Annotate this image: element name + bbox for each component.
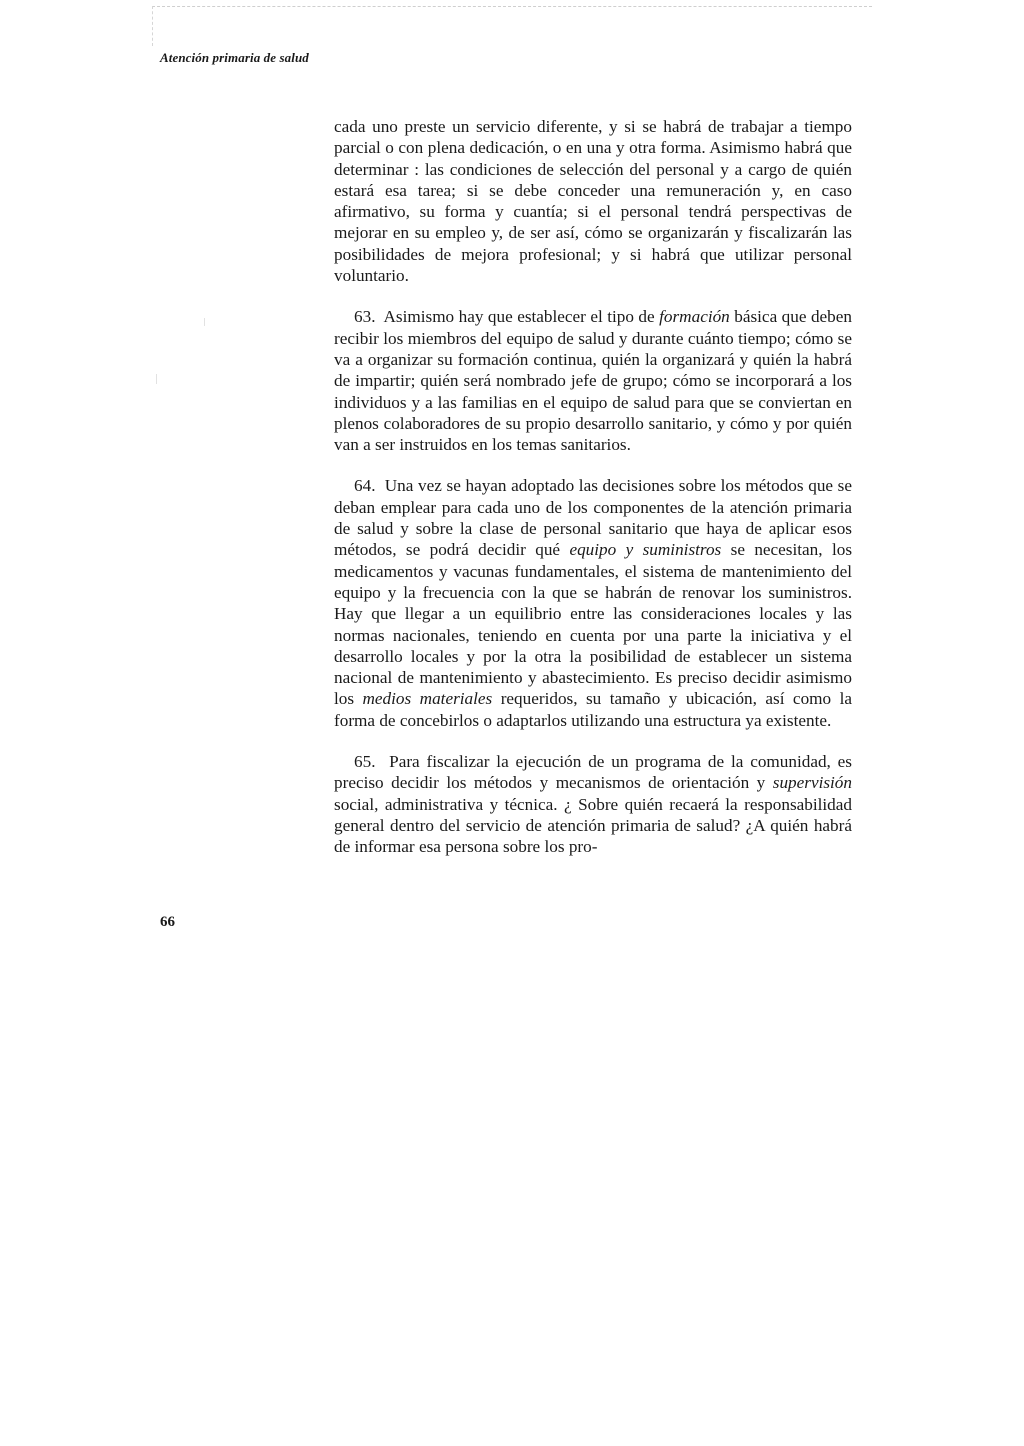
paragraph-text: se necesitan, los medicamentos y vacunas fundamentales, el sistema de mantenimiento del equipo y la frecuencia con la que se habrán de renovar los suministros. Hay que llegar a un equilibrio entre las consideraciones locales y las normas nacionales, teniendo en cuenta por una parte la iniciativa y el desarrollo locales y por la otra la posibilidad de establecer un sistema nacional de mantenimiento y abastecimiento. Es preciso decidir asimismo los bbox=[334, 540, 853, 709]
body-text bbox=[334, 116, 852, 878]
paragraph-text: Asimismo hay que establecer el tipo de bbox=[383, 307, 660, 327]
italic-term: supervisión bbox=[772, 773, 852, 793]
page-number: 66 bbox=[160, 914, 175, 930]
paragraph-number: 65. bbox=[354, 752, 376, 772]
paragraph-text: Una vez se hayan adoptado las decisiones sobre los métodos que se deban emplear para cada uno de los componentes de la atención primaria de salud y sobre la clase de personal sanitario que haya de aplicar esos métodos, se podrá decidir qué bbox=[334, 476, 852, 560]
scan-edge-top bbox=[152, 6, 872, 7]
paragraph-64 bbox=[334, 475, 852, 731]
paragraph-continued bbox=[334, 116, 852, 286]
scan-speck bbox=[156, 374, 157, 384]
scan-speck bbox=[204, 318, 205, 326]
paragraph-text: cada uno preste un servicio diferente, y si se habrá de trabajar a tiempo parcial o con plena dedicación, o en una y otra forma. Asimismo habrá que determinar : las condiciones de selección del personal y a cargo de quién estará esa tarea; si se debe conceder una remuneración y, en caso afirmativo, su forma y cuantía; si el personal tendrá perspectivas de mejorar en su empleo y, de ser así, cómo se organizarán y fiscalizarán las posibilidades de mejora profesional; y si habrá que utilizar personal voluntario. bbox=[334, 117, 852, 286]
italic-term: formación bbox=[659, 307, 730, 327]
scan-edge-left bbox=[152, 6, 153, 46]
italic-term: equipo y suministros bbox=[569, 540, 722, 560]
paragraph-text: básica que deben recibir los miembros del equipo de salud y durante cuánto tiempo; cómo se va a organizar su formación continua, quién la organizará y quién la habrá de impartir; quién será nombrado jefe de grupo; cómo se incorporará a los individuos y a las familias en el equipo de salud para que se conviertan en plenos colaboradores de su propio desarrollo sanitario, y cómo y por quién van a ser instruidos en los temas sanitarios. bbox=[334, 307, 852, 455]
paragraph-number: 63. bbox=[354, 307, 376, 327]
paragraph-65 bbox=[334, 751, 852, 857]
paragraph-text: Para fiscalizar la ejecución de un programa de la comunidad, es preciso decidir los métodos y mecanismos de orientación y bbox=[334, 752, 852, 793]
italic-term: medios materiales bbox=[362, 689, 493, 709]
paragraph-text: requeridos, su tamaño y ubicación, así como la forma de concebirlos o adaptarlos utilizando una estructura ya existente. bbox=[334, 689, 852, 730]
running-head: Atención primaria de salud bbox=[160, 50, 309, 65]
paragraph-number: 64. bbox=[354, 476, 376, 496]
paragraph-63 bbox=[334, 306, 852, 455]
paragraph-text: social, administrativa y técnica. ¿ Sobre quién recaerá la responsabilidad general dentro del servicio de atención primaria de salud? ¿A quién habrá de informar esa persona sobre los pro- bbox=[334, 794, 852, 857]
